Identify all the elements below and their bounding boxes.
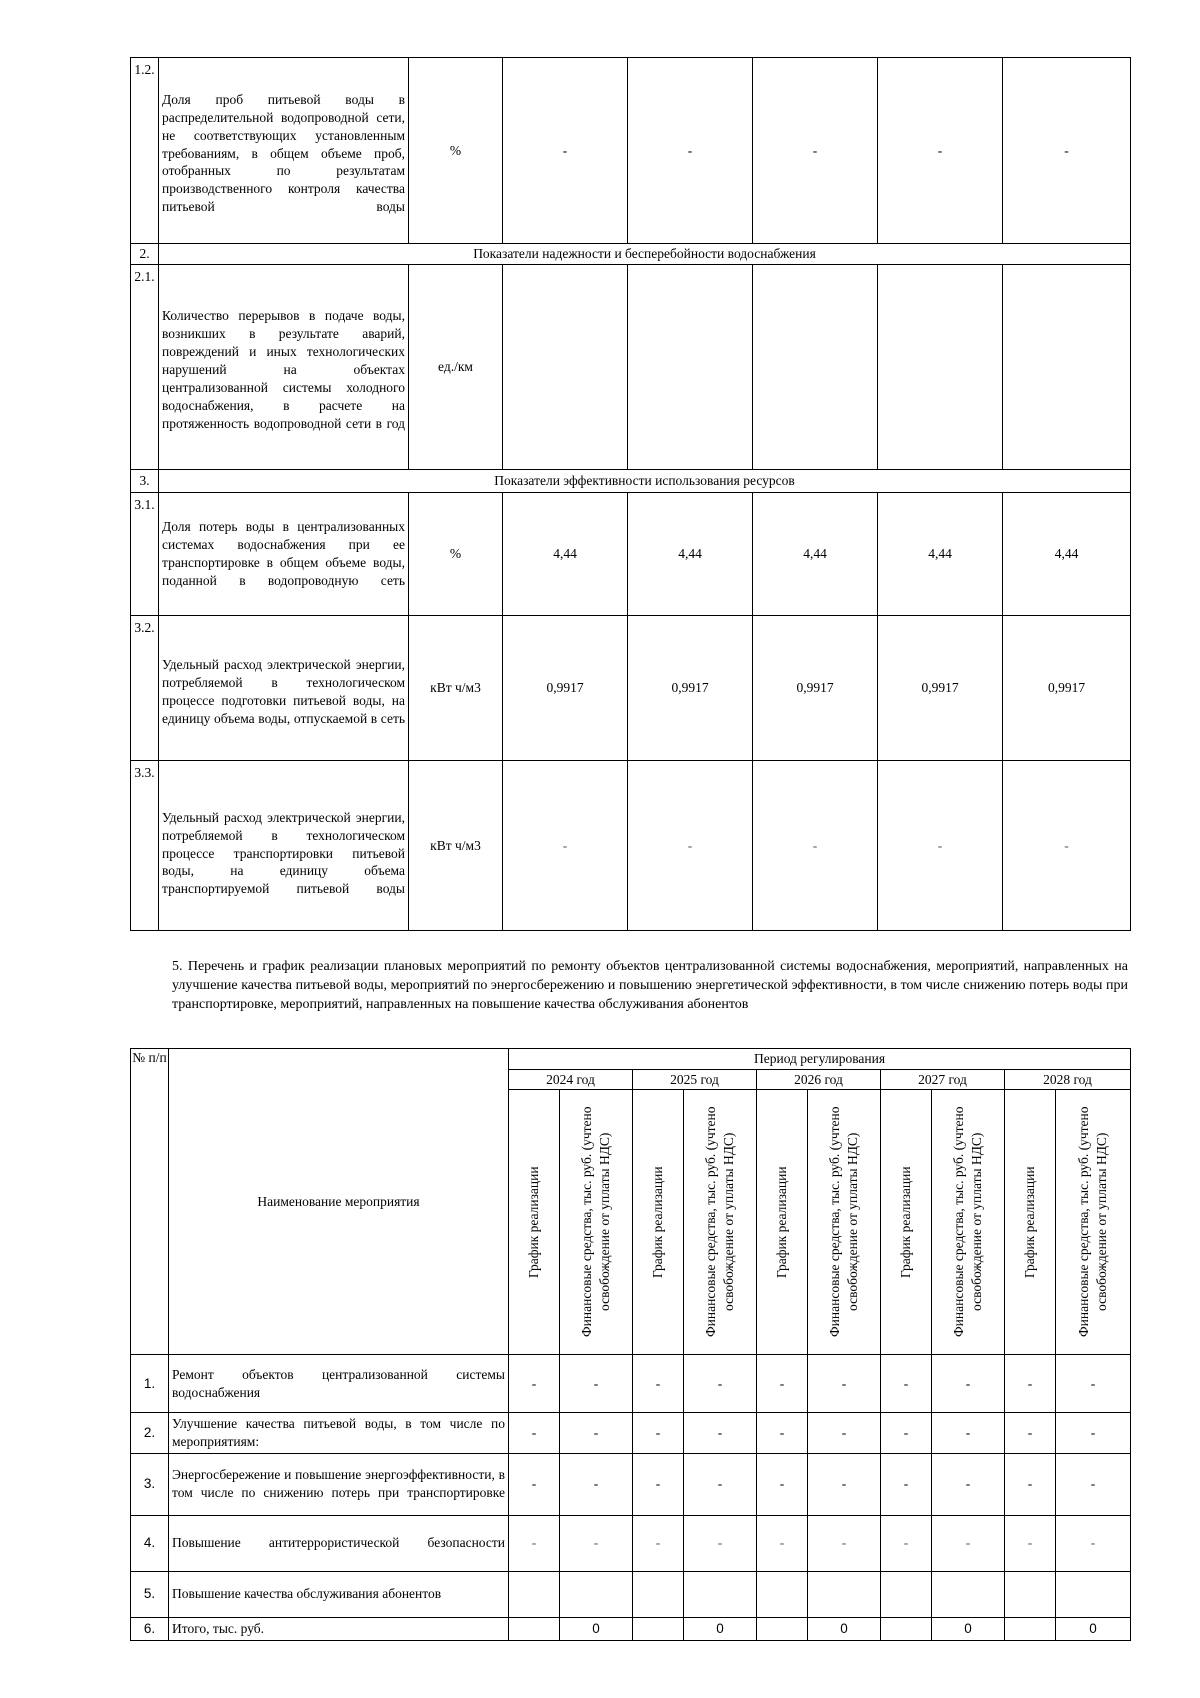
value-cell: - — [1005, 1453, 1056, 1515]
value-cell — [628, 265, 753, 470]
row-number: 2.1. — [131, 265, 159, 470]
unit: % — [409, 493, 503, 616]
measure-name: Улучшение качества питьевой воды, в том числе по мероприятиям: — [169, 1413, 509, 1454]
table-row — [131, 265, 1131, 470]
value-cell: 0,9917 — [1003, 616, 1131, 761]
value-cell: - — [808, 1355, 881, 1413]
table-row — [131, 1453, 1131, 1515]
value-cell: - — [628, 761, 753, 931]
unit: кВт ч/м3 — [409, 616, 503, 761]
table-row — [131, 1515, 1131, 1571]
value-cell: 0,9917 — [503, 616, 628, 761]
value-cell: 4,44 — [1003, 493, 1131, 616]
value-cell: - — [757, 1515, 808, 1571]
col-schedule — [633, 1090, 684, 1355]
value-cell — [1056, 1571, 1131, 1617]
value-cell — [509, 1571, 560, 1617]
row-number: 6. — [131, 1617, 169, 1640]
value-cell: - — [881, 1515, 932, 1571]
section-row — [131, 470, 1131, 493]
measure-name: Ремонт объектов централизованной системы водоснабжения — [169, 1355, 509, 1413]
indicators-table — [130, 57, 1131, 931]
value-cell: 4,44 — [503, 493, 628, 616]
section-row — [131, 244, 1131, 265]
col-schedule-label: График реализации — [1022, 1166, 1038, 1278]
unit: % — [409, 58, 503, 244]
value-cell: 4,44 — [753, 493, 878, 616]
year-header: 2025 год — [633, 1070, 757, 1090]
section-5-heading: 5. Перечень и график реализации плановых мероприятий по ремонту объектов централизованной системы водоснабжения, мероприятий, направленных на улучшение качества питьевой воды, мероприятий по энергосбережению и повышению энергетической эффективности, в том числе снижению потерь воды при транспортировке, мероприятий, направленных на повышение качества обслуживания абонентов — [172, 959, 1128, 1012]
value-cell: - — [1056, 1515, 1131, 1571]
value-cell: - — [560, 1413, 633, 1454]
value-cell: 0 — [808, 1617, 881, 1640]
value-cell: - — [633, 1453, 684, 1515]
value-cell — [509, 1617, 560, 1640]
value-cell — [878, 265, 1003, 470]
value-cell: - — [881, 1413, 932, 1454]
value-cell: - — [684, 1515, 757, 1571]
row-number: 1.2. — [131, 58, 159, 244]
indicator-name: Удельный расход электрической энергии, потребляемой в технологическом процессе транспортировки питьевой воды, на единицу объема транспортируемой питьевой воды — [159, 761, 409, 931]
table-row — [131, 1617, 1131, 1640]
indicator-name: Количество перерывов в подаче воды, возникших в результате аварий, повреждений и иных технологических нарушений на объектах централизованной системы холодного водоснабжения, в расчете на протяженность водопроводной сети в год — [159, 265, 409, 470]
value-cell: 0,9917 — [628, 616, 753, 761]
name-header: Наименование мероприятия — [169, 1049, 509, 1355]
value-cell: - — [560, 1453, 633, 1515]
row-number: 5. — [131, 1571, 169, 1617]
col-schedule-label: График реализации — [650, 1166, 666, 1278]
value-cell: 0 — [560, 1617, 633, 1640]
value-cell: - — [757, 1453, 808, 1515]
value-cell — [633, 1617, 684, 1640]
value-cell: 0,9917 — [753, 616, 878, 761]
value-cell — [633, 1571, 684, 1617]
table-row — [131, 58, 1131, 244]
col-schedule-label: График реализации — [774, 1166, 790, 1278]
table-row — [131, 761, 1131, 931]
value-cell — [1005, 1571, 1056, 1617]
row-number: 2. — [131, 244, 159, 265]
unit: кВт ч/м3 — [409, 761, 503, 931]
indicator-name: Доля проб питьевой воды в распределительной водопроводной сети, не соответствующих установленным требованиям, в общем объеме проб, отобранных по результатам производственного контроля качества питьевой воды — [159, 58, 409, 244]
value-cell: - — [757, 1355, 808, 1413]
value-cell: - — [808, 1515, 881, 1571]
col-finance — [1056, 1090, 1131, 1355]
value-cell: - — [757, 1413, 808, 1454]
value-cell: - — [503, 58, 628, 244]
value-cell — [684, 1571, 757, 1617]
col-schedule — [881, 1090, 932, 1355]
value-cell — [753, 265, 878, 470]
year-header: 2024 год — [509, 1070, 633, 1090]
value-cell: - — [881, 1355, 932, 1413]
value-cell: 4,44 — [878, 493, 1003, 616]
indicator-name: Доля потерь воды в централизованных системах водоснабжения при ее транспортировке в общем объеме воды, поданной в водопроводную сеть — [159, 493, 409, 616]
table-row — [131, 1355, 1131, 1413]
value-cell: - — [684, 1413, 757, 1454]
col-schedule-label: График реализации — [898, 1166, 914, 1278]
measures-body — [131, 1355, 1131, 1641]
value-cell: - — [878, 58, 1003, 244]
value-cell — [1005, 1617, 1056, 1640]
table-row — [131, 1413, 1131, 1454]
row-number: 1. — [131, 1355, 169, 1413]
measure-name: Энергосбережение и повышение энергоэффективности, в том числе по снижению потерь при транспортировке — [169, 1453, 509, 1515]
value-cell: 4,44 — [628, 493, 753, 616]
value-cell: - — [633, 1355, 684, 1413]
value-cell: - — [753, 761, 878, 931]
col-finance-label: Финансовые средства, тыс. руб. (учтено освобождение от уплаты НДС) — [703, 1106, 736, 1338]
col-finance — [684, 1090, 757, 1355]
value-cell: - — [633, 1515, 684, 1571]
value-cell — [503, 265, 628, 470]
value-cell: - — [932, 1453, 1005, 1515]
value-cell: - — [881, 1453, 932, 1515]
col-schedule-label: График реализации — [526, 1166, 542, 1278]
period-header: Период регулирования — [509, 1049, 1131, 1070]
value-cell — [932, 1571, 1005, 1617]
value-cell — [757, 1617, 808, 1640]
value-cell — [1003, 265, 1131, 470]
col-schedule — [757, 1090, 808, 1355]
value-cell: - — [932, 1355, 1005, 1413]
value-cell: - — [1056, 1413, 1131, 1454]
col-finance — [808, 1090, 881, 1355]
col-finance-label: Финансовые средства, тыс. руб. (учтено освобождение от уплаты НДС) — [1076, 1106, 1110, 1338]
value-cell: - — [1005, 1515, 1056, 1571]
value-cell: - — [1003, 761, 1131, 931]
measure-name: Повышение антитеррористической безопасности — [169, 1515, 509, 1571]
value-cell: - — [1005, 1413, 1056, 1454]
value-cell: - — [932, 1515, 1005, 1571]
header-row — [131, 1049, 1131, 1070]
row-number: 4. — [131, 1515, 169, 1571]
row-number: 3.3. — [131, 761, 159, 931]
value-cell: - — [1003, 58, 1131, 244]
col-schedule — [1005, 1090, 1056, 1355]
measure-name: Повышение качества обслуживания абонентов — [169, 1571, 509, 1617]
year-header: 2027 год — [881, 1070, 1005, 1090]
value-cell: - — [878, 761, 1003, 931]
value-cell: - — [628, 58, 753, 244]
value-cell: - — [509, 1515, 560, 1571]
value-cell: 0 — [1056, 1617, 1131, 1640]
section-title: Показатели эффективности использования ресурсов — [159, 470, 1131, 493]
value-cell: - — [753, 58, 878, 244]
col-finance — [560, 1090, 633, 1355]
table-row — [131, 493, 1131, 616]
table-row — [131, 1571, 1131, 1617]
section-title: Показатели надежности и бесперебойности водоснабжения — [159, 244, 1131, 265]
value-cell: - — [684, 1453, 757, 1515]
value-cell — [881, 1617, 932, 1640]
value-cell: 0 — [932, 1617, 1005, 1640]
col-schedule — [509, 1090, 560, 1355]
year-header: 2028 год — [1005, 1070, 1131, 1090]
value-cell: 0 — [684, 1617, 757, 1640]
table-row — [131, 616, 1131, 761]
value-cell: - — [808, 1453, 881, 1515]
col-finance-label: Финансовые средства, тыс. руб. (учтено освобождение от уплаты НДС) — [579, 1106, 612, 1338]
row-number: 3.1. — [131, 493, 159, 616]
value-cell: 0,9917 — [878, 616, 1003, 761]
value-cell: - — [1005, 1355, 1056, 1413]
value-cell: - — [808, 1413, 881, 1454]
value-cell: - — [633, 1413, 684, 1454]
value-cell: - — [503, 761, 628, 931]
col-finance-label: Финансовые средства, тыс. руб. (учтено освобождение от уплаты НДС) — [827, 1106, 860, 1338]
value-cell: - — [1056, 1355, 1131, 1413]
indicator-name: Удельный расход электрической энергии, потребляемой в технологическом процессе подготовки питьевой воды, на единицу объема воды, отпускаемой в сеть — [159, 616, 409, 761]
value-cell: - — [509, 1413, 560, 1454]
row-number: 3. — [131, 1453, 169, 1515]
value-cell — [757, 1571, 808, 1617]
row-number: 3. — [131, 470, 159, 493]
measure-name: Итого, тыс. руб. — [169, 1617, 509, 1640]
value-cell: - — [560, 1355, 633, 1413]
value-cell — [808, 1571, 881, 1617]
value-cell: - — [560, 1515, 633, 1571]
value-cell: - — [509, 1453, 560, 1515]
value-cell: - — [684, 1355, 757, 1413]
value-cell: - — [932, 1413, 1005, 1454]
value-cell — [881, 1571, 932, 1617]
row-number: 3.2. — [131, 616, 159, 761]
row-number: 2. — [131, 1413, 169, 1454]
value-cell: - — [1056, 1453, 1131, 1515]
col-finance — [932, 1090, 1005, 1355]
unit: ед./км — [409, 265, 503, 470]
measures-table — [130, 1048, 1131, 1641]
value-cell — [560, 1571, 633, 1617]
col-finance-label: Финансовые средства, тыс. руб. (учтено освобождение от уплаты НДС) — [951, 1106, 984, 1338]
value-cell: - — [509, 1355, 560, 1413]
num-header: № п/п — [131, 1049, 169, 1355]
year-header: 2026 год — [757, 1070, 881, 1090]
